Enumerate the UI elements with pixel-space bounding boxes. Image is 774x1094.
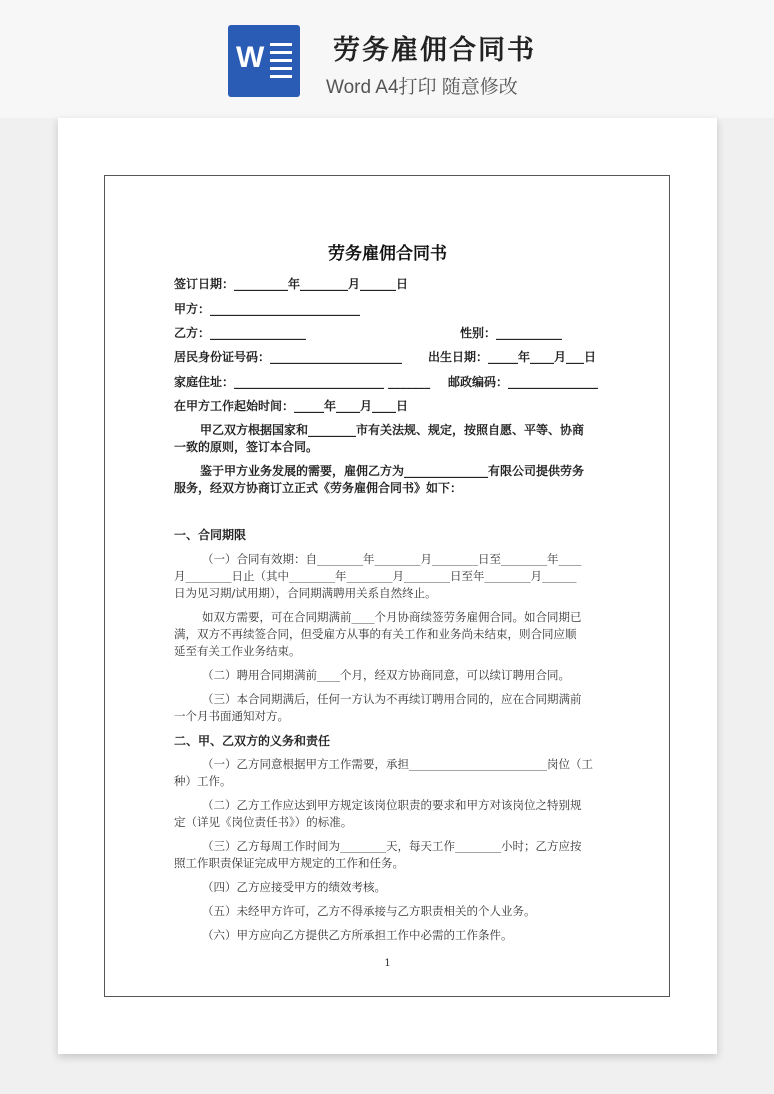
intro-line: 一致的原则，签订本合同。: [174, 440, 319, 454]
header-banner: [0, 0, 774, 118]
section-line: （四）乙方应接受甲方的绩效考核。: [202, 880, 386, 894]
section-line: 照工作职责保证完成甲方规定的工作和任务。: [174, 856, 404, 870]
birth-date-field: 出生日期：_____年____月___日: [428, 350, 597, 364]
section-line: 满，双方不再续签合同，但受雇方从事的有关工作和业务尚未结束，则合同应顺: [174, 627, 577, 641]
gender-field: 性别：___________: [460, 326, 563, 340]
banner-subtitle: Word A4打印 随意修改: [326, 77, 518, 98]
document-title: 劳务雇佣合同书: [328, 244, 447, 264]
word-logo-letter: W: [236, 41, 265, 74]
sign-date-field: 签订日期：_________年________月______日: [174, 277, 409, 291]
section-line: （一）乙方同意根据甲方工作需要，承担________________________岗位（工: [202, 757, 593, 771]
section-line: （三）本合同期满后，任何一方认为不再续订聘用合同的，应在合同期满前: [202, 692, 582, 706]
intro-line: 鉴于甲方业务发展的需要，雇佣乙方为______________有限公司提供劳务: [200, 464, 585, 478]
section-heading: 一、合同期限: [174, 528, 247, 542]
section-line: （二）聘用合同期满前____个月，经双方协商同意，可以续订聘用合同。: [202, 668, 570, 682]
section-line: 月________日止（其中________年________月________日至年________月______: [174, 569, 577, 583]
section-line: （三）乙方每周工作时间为________天，每天工作________小时；乙方应按: [202, 839, 582, 853]
section-heading: 二、甲、乙双方的义务和责任: [174, 734, 331, 748]
section-line: 种）工作。: [174, 774, 232, 788]
word-app-icon: [228, 25, 300, 97]
document-lines-icon: [270, 43, 292, 83]
banner-title: 劳务雇佣合同书: [333, 35, 536, 66]
address-field: 家庭住址：_________________________ _______: [174, 375, 431, 389]
section-line: （六）甲方应向乙方提供乙方所承担工作中必需的工作条件。: [202, 928, 513, 942]
intro-line: 服务，经双方协商订立正式《劳务雇佣合同书》如下：: [174, 481, 463, 495]
intro-line: 甲乙双方根据国家和________市有关法规、规定，按照自愿、平等、协商: [200, 423, 585, 437]
section-line: 如双方需要，可在合同期满前____个月协商续签劳务雇佣合同。如合同期已: [202, 610, 582, 624]
id-number-field: 居民身份证号码：______________________: [174, 350, 403, 364]
section-line: 日为见习期/试用期），合同期满聘用关系自然终止。: [174, 586, 437, 600]
party-b-field: 乙方：________________: [174, 326, 307, 340]
party-a-field: 甲方：_________________________: [174, 302, 361, 316]
section-line: （五）未经甲方许可，乙方不得承接与乙方职责相关的个人业务。: [202, 904, 536, 918]
section-line: 定（详见《岗位责任书》）的标准。: [174, 815, 353, 829]
section-line: 延至有关工作业务结束。: [174, 644, 301, 658]
document-page: [58, 118, 717, 1054]
page-number: 1: [384, 958, 391, 969]
start-date-field: 在甲方工作起始时间：_____年____月____日: [174, 399, 409, 413]
section-line: （一）合同有效期：自________年________月________日至________年____: [202, 552, 582, 566]
section-line: 一个月书面通知对方。: [174, 709, 289, 723]
postal-code-field: 邮政编码：_______________: [448, 375, 599, 389]
section-line: （二）乙方工作应达到甲方规定该岗位职责的要求和甲方对该岗位之特别规: [202, 798, 582, 812]
